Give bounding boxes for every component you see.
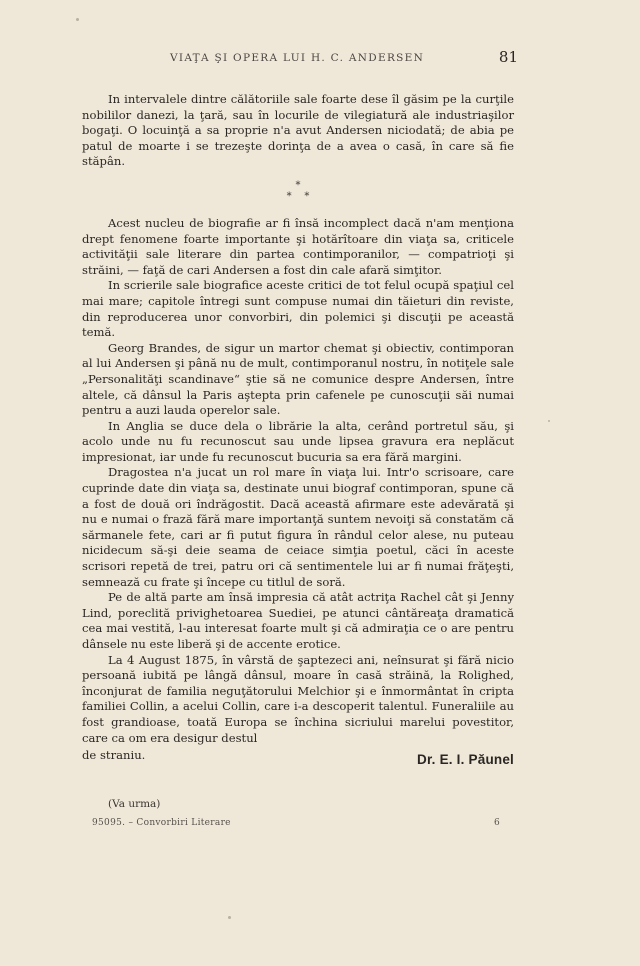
article-body — [82, 92, 514, 784]
paragraph: Acest nucleu de biografie ar fi însă incomplect dacă n'am menţiona drept fenomene foarte importante şi hotărîtoare din viaţa sa, criticele activităţii sale literare din partea contimporanilor, — compatrioţi şi străini, — faţă de cari Andersen a fost din cale afară simţitor. — [82, 215, 514, 277]
to-be-continued-note: (Va urma) — [108, 798, 161, 810]
paragraph: Pe de altă parte am însă impresia că atât actriţa Rachel cât şi Jenny Lind, poreclită privighetoarea Suediei, pe atunci cântăreaţa dramatică cea mai vestită, l-au interesat foarte mult şi că admiraţia ce o are pentru dânsele nu este liberă şi de accente erotice. — [82, 590, 514, 651]
page-header — [0, 48, 640, 72]
closing-line: de straniu. — [82, 748, 146, 763]
signature-mark: 6 — [494, 818, 500, 828]
paper-speck — [76, 18, 79, 21]
paper-speck — [548, 420, 550, 422]
paragraph: La 4 August 1875, în vârstă de şaptezeci ani, neînsurat şi fără nicio persoană iubită pe lângă dânsul, moare în casă străină, la Rolighed, înconjurat de familia neguţătorului Melchior şi e înmormântat în cripta familiei Collin, a acelui Collin, care i-a descoperit talentul. Funeraliile au fost grandioase, toată Europa se închina sicriului marelui povestitor, care ca om era desigur destul — [82, 652, 514, 745]
printer-imprint: 95095. – Convorbiri Literare — [92, 818, 231, 828]
closing-row — [82, 748, 514, 784]
paragraph: In scrierile sale biografice aceste critici de tot felul ocupă spaţiul cel mai mare; capitole întregi sunt compuse numai din tăieturi din reviste, din reproducerea unor convorbiri, din polemici şi discuţii pe această temă. — [82, 278, 514, 340]
paragraph: In Anglia se duce dela o librărie la alta, cerând portretul său, şi acolo unde nu fu recunoscut sau unde lipsea gravura era neplăcut impresionat, iar unde fu recunoscut bucuria sa era fără margini. — [82, 418, 514, 464]
page-number: 81 — [498, 48, 518, 66]
paragraph: Dragostea n'a jucat un rol mare în viaţa lui. Intr'o scrisoare, care cuprinde date din viaţa sa, destinate unui biograf contimporan, spune că a fost de două ori îndrăgostit. Dacă această afirmare este adevărată şi nu e numai o frază fără mare importanţă suntem nevoiţi să constatăm că sărmanele fete, cari ar fi putut figura în rândul celor alese, nu puteau nicidecum să-şi deie seama de ceiace simţia poetul, căci în aceste scrisori repetă de trei, patru ori că sentimentele lui ar fi numai frăţeşti, semnează cu frate şi începe cu titlul de soră. — [82, 465, 514, 589]
section-separator: * * * — [286, 179, 310, 202]
paragraph: Georg Brandes, de sigur un martor chemat şi obiectiv, contimporan al lui Andersen şi până nu de mult, contimporanul nostru, în notiţele sale „Personalităţi scandinave“ ştie să ne comunice despre Andersen, între altele, că dânsul la Paris aştepta prin cafenele pe cunoscuţii săi numai pentru a auzi lauda operelor sale. — [82, 340, 514, 418]
page-footer — [0, 818, 640, 834]
author-signature: Dr. E. I. Păunel — [417, 752, 514, 768]
running-title: VIAŢA ŞI OPERA LUI H. C. ANDERSEN — [170, 52, 425, 64]
paper-speck — [228, 916, 231, 919]
paragraph: In intervalele dintre călătoriile sale foarte dese îl găsim pe la curţile nobililor danezi, la ţară, sau în locurile de vilegiatură ale industriaşilor bogaţi. O locuinţă a sa proprie n'a avut Andersen niciodată; de abia pe patul de moarte i se trezeşte dorinţa de a avea o casă, în care să fie stăpân. — [82, 92, 514, 169]
